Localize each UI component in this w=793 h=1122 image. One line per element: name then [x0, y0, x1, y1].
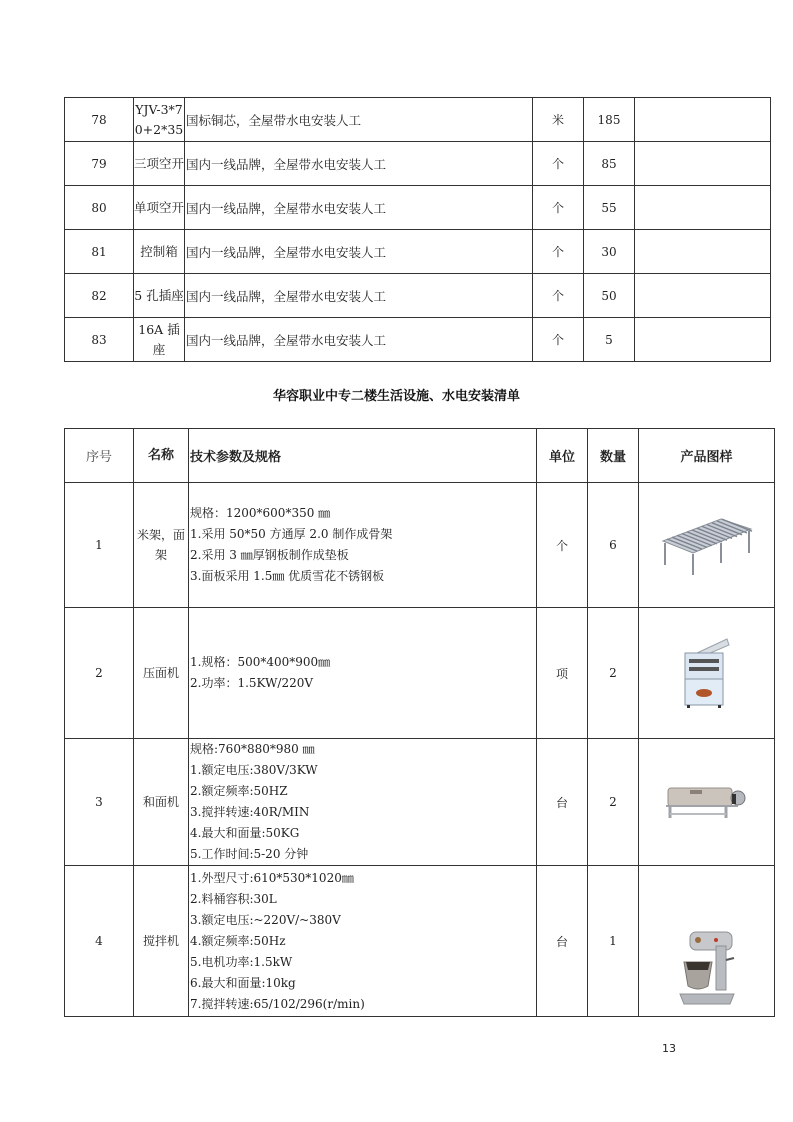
table-row	[65, 866, 775, 1017]
item-name: 压面机	[134, 608, 189, 739]
item-name: 三项空开	[134, 142, 185, 186]
spec-line: 7.搅拌转速:65/102/296(r/min)	[190, 996, 365, 1011]
item-name: YJV-3*70+2*35	[134, 98, 185, 142]
item-quantity: 185	[584, 98, 635, 142]
item-name: 搅拌机	[134, 866, 189, 1017]
row-number: 81	[65, 230, 134, 274]
item-quantity: 6	[588, 483, 639, 608]
product-image-cell	[639, 608, 775, 739]
item-image-cell	[635, 98, 771, 142]
spec-line: 3.搅拌转速:40R/MIN	[190, 805, 310, 819]
materials-table-continued	[64, 97, 771, 362]
row-number: 78	[65, 98, 134, 142]
spec-line: 6.最大和面量:10kg	[190, 975, 296, 990]
table-row	[65, 739, 775, 866]
dough-mixer-image	[639, 784, 774, 820]
item-image-cell	[635, 230, 771, 274]
item-spec: 国内一线品牌，全屋带水电安装人工	[185, 186, 533, 230]
header-image: 产品图样	[639, 429, 775, 483]
item-unit: 个	[537, 483, 588, 608]
row-number: 82	[65, 274, 134, 318]
spec-line: 4.最大和面量:50KG	[190, 826, 300, 840]
header-spec: 技术参数及规格	[189, 429, 537, 483]
item-spec: 国标铜芯，全屋带水电安装人工	[185, 98, 533, 142]
item-name: 控制箱	[134, 230, 185, 274]
row-number: 83	[65, 318, 134, 362]
row-number: 4	[65, 866, 134, 1017]
row-number: 2	[65, 608, 134, 739]
spec-line: 1.采用 50*50 方通厚 2.0 制作成骨架	[190, 527, 393, 541]
spec-line: 5.工作时间:5-20 分钟	[190, 847, 309, 861]
item-name: 米架，面架	[134, 483, 189, 608]
item-unit: 个	[533, 186, 584, 230]
item-quantity: 30	[584, 230, 635, 274]
page-number: 13	[662, 1042, 676, 1055]
item-name: 16A 插座	[134, 318, 185, 362]
spec-line: 规格:760*880*980 ㎜	[190, 742, 315, 756]
spec-line: 5.电机功率:1.5kW	[190, 954, 293, 969]
item-unit: 个	[533, 318, 584, 362]
spec-line: 1.规格：500*400*900㎜	[190, 655, 331, 669]
spec-line: 规格：1200*600*350 ㎜	[190, 506, 331, 520]
spec-line: 3.额定电压:~220V/~380V	[190, 912, 341, 927]
item-spec	[189, 739, 537, 866]
header-unit: 单位	[537, 429, 588, 483]
row-number: 79	[65, 142, 134, 186]
item-quantity: 55	[584, 186, 635, 230]
header-no: 序号	[65, 429, 134, 483]
item-unit: 项	[537, 608, 588, 739]
item-quantity: 1	[588, 866, 639, 1017]
section-title: 华容职业中专二楼生活设施、水电安装清单	[272, 389, 520, 404]
table-row	[65, 186, 771, 230]
item-unit: 个	[533, 230, 584, 274]
table-header-row	[65, 429, 775, 483]
spec-line: 1.额定电压:380V/3KW	[190, 763, 318, 777]
item-unit: 台	[537, 866, 588, 1017]
item-image-cell	[635, 142, 771, 186]
table-row	[65, 98, 771, 142]
item-quantity: 50	[584, 274, 635, 318]
item-quantity: 85	[584, 142, 635, 186]
spec-line: 2.功率：1.5KW/220V	[190, 676, 314, 690]
item-image-cell	[635, 274, 771, 318]
item-spec	[189, 483, 537, 608]
spec-line: 2.采用 3 ㎜厚钢板制作成垫板	[190, 548, 349, 562]
item-image-cell	[635, 318, 771, 362]
item-unit: 台	[537, 739, 588, 866]
item-name: 5 孔插座	[134, 274, 185, 318]
header-name: 名称	[134, 429, 189, 483]
item-unit: 个	[533, 274, 584, 318]
spec-line: 2.料桶容积:30L	[190, 891, 277, 906]
item-spec	[189, 866, 537, 1017]
table-row	[65, 483, 775, 608]
stand-mixer-image	[639, 869, 774, 1014]
item-spec: 国内一线品牌，全屋带水电安装人工	[185, 318, 533, 362]
item-unit: 个	[533, 142, 584, 186]
item-name: 和面机	[134, 739, 189, 866]
table-row	[65, 142, 771, 186]
product-image-cell	[639, 866, 775, 1017]
item-image-cell	[635, 186, 771, 230]
spec-line: 1.外型尺寸:610*530*1020㎜	[190, 870, 354, 885]
item-name: 单项空开	[134, 186, 185, 230]
spec-line: 2.额定频率:50HZ	[190, 784, 288, 798]
item-spec: 国内一线品牌，全屋带水电安装人工	[185, 142, 533, 186]
item-spec: 国内一线品牌，全屋带水电安装人工	[185, 274, 533, 318]
item-quantity: 2	[588, 739, 639, 866]
spec-line: 4.额定频率:50Hz	[190, 933, 286, 948]
table-row	[65, 318, 771, 362]
header-qty: 数量	[588, 429, 639, 483]
product-image-cell	[639, 483, 775, 608]
product-image-cell	[639, 739, 775, 866]
row-number: 80	[65, 186, 134, 230]
item-quantity: 5	[584, 318, 635, 362]
table-row	[65, 230, 771, 274]
table-row	[65, 608, 775, 739]
noodle-press-image	[639, 637, 774, 709]
item-unit: 米	[533, 98, 584, 142]
spec-line: 3.面板采用 1.5㎜ 优质雪花不锈钢板	[190, 569, 385, 583]
rack-image	[639, 513, 774, 577]
item-quantity: 2	[588, 608, 639, 739]
row-number: 3	[65, 739, 134, 866]
table-row	[65, 274, 771, 318]
item-spec: 国内一线品牌，全屋带水电安装人工	[185, 230, 533, 274]
item-spec	[189, 608, 537, 739]
equipment-table	[64, 428, 775, 1017]
row-number: 1	[65, 483, 134, 608]
